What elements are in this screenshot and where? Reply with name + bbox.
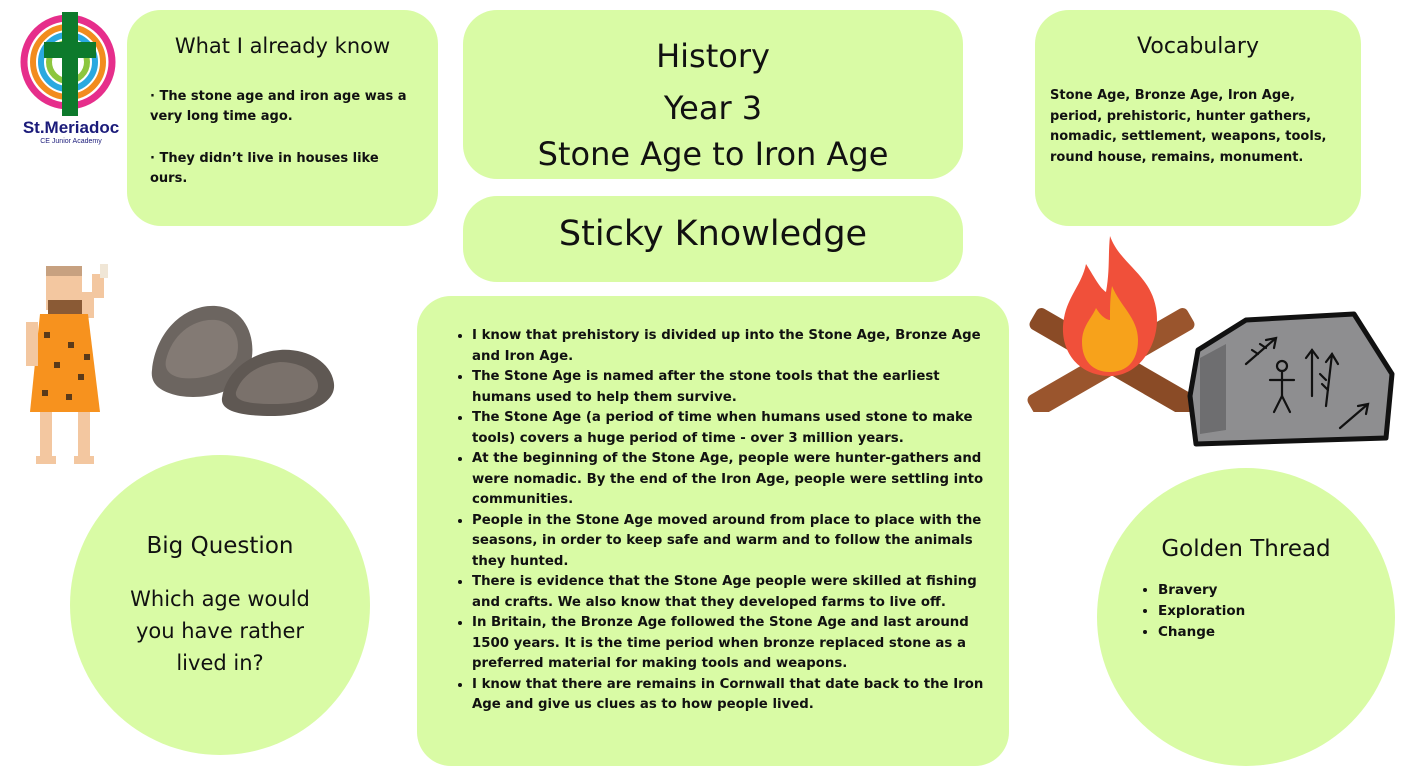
sticky-knowledge-list <box>454 326 1002 716</box>
title-topic: Stone Age to Iron Age <box>537 135 889 173</box>
title-subject: History <box>656 37 770 75</box>
sticky-knowledge-title: Sticky Knowledge <box>558 214 868 254</box>
title-panel <box>463 10 963 179</box>
school-logo <box>18 10 124 152</box>
rocks-icon <box>146 300 342 422</box>
caveman-icon <box>22 262 134 468</box>
vocabulary-panel <box>1035 10 1361 226</box>
list-item: • I know that prehistory is divided up into the Stone Age, Bronze Age and Iron Age. <box>472 326 1002 367</box>
campfire-icon <box>1024 234 1200 412</box>
list-item: • At the beginning of the Stone Age, people were hunter-gathers and were nomadic. By the end of the Iron Age, people were settling into communities. <box>472 449 1002 511</box>
sticky-knowledge-header <box>463 196 963 282</box>
school-subtitle: CE Junior Academy <box>40 138 102 145</box>
big-question-panel <box>70 455 370 755</box>
logo-emblem-icon <box>18 10 124 120</box>
what-i-already-know-panel <box>127 10 438 226</box>
cave-painting-icon <box>1186 310 1400 452</box>
vocabulary-title: Vocabulary <box>1137 34 1259 59</box>
know-item: · They didn’t live in houses like ours. <box>150 151 379 186</box>
list-item: • Change <box>1158 622 1245 643</box>
title-year: Year 3 <box>663 89 763 127</box>
list-item: • Bravery <box>1158 580 1245 601</box>
list-item: • Exploration <box>1158 601 1245 622</box>
list-item: • There is evidence that the Stone Age people were skilled at fishing and crafts. We also know that they developed farms to live off. <box>472 572 1002 613</box>
list-item: • In Britain, the Bronze Age followed the Stone Age and last around 1500 years. It is the time period when bronze replaced stone as a preferred material for making tools and weapons. <box>472 613 1002 675</box>
golden-thread-panel <box>1097 468 1395 766</box>
sticky-knowledge-panel <box>417 296 1009 766</box>
list-item: • I know that there are remains in Cornwall that date back to the Iron Age and give us clues as to how people lived. <box>472 675 1002 716</box>
list-item: • The Stone Age is named after the stone tools that the earliest humans used to help them survive. <box>472 367 1002 408</box>
what-i-already-know-title: What I already know <box>174 34 391 58</box>
list-item: • The Stone Age (a period of time when humans used stone to make tools) covers a huge period of time - over 3 million years. <box>472 408 1002 449</box>
golden-thread-list <box>1142 580 1245 643</box>
school-name: St.Meriadoc <box>22 118 120 137</box>
big-question-text: Which age would you have rather lived in? <box>130 587 310 675</box>
list-item: • People in the Stone Age moved around from place to place with the seasons, in order to keep safe and warm and to follow the animals they hunted. <box>472 511 1002 573</box>
vocabulary-text: Stone Age, Bronze Age, Iron Age, period, prehistoric, hunter gathers, nomadic, settlement, weapons, tools, round house, remains, monument. <box>1050 88 1327 165</box>
golden-thread-title: Golden Thread <box>1161 536 1331 562</box>
know-item: · The stone age and iron age was a very long time ago. <box>150 89 407 124</box>
big-question-title: Big Question <box>146 533 294 559</box>
